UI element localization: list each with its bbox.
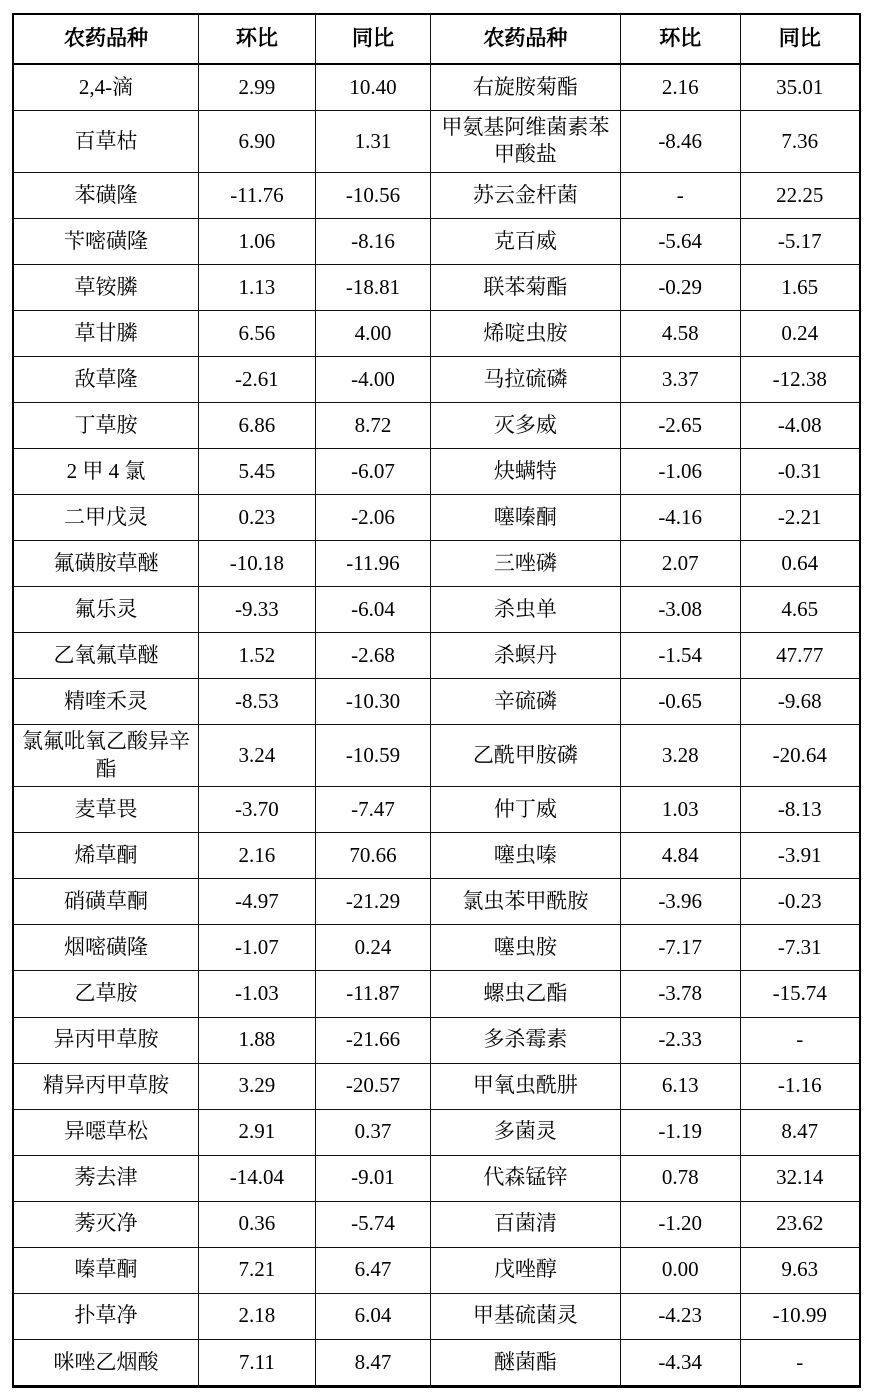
cell-mom-change: -14.04 (198, 1155, 315, 1201)
cell-mom-change: -4.34 (620, 1339, 740, 1386)
table-row (13, 172, 860, 218)
cell-mom-change: 7.11 (198, 1339, 315, 1386)
cell-mom-change: 0.78 (620, 1155, 740, 1201)
cell-mom-change: -5.64 (620, 218, 740, 264)
cell-mom-change: -3.70 (198, 787, 315, 833)
cell-mom-change: -0.65 (620, 679, 740, 725)
cell-pesticide-name: 乙草胺 (13, 971, 198, 1017)
cell-yoy-change: -2.68 (315, 633, 430, 679)
cell-pesticide-name: 烯啶虫胺 (431, 311, 621, 357)
cell-yoy-change: -10.59 (315, 725, 430, 787)
cell-pesticide-name: 杀螟丹 (431, 633, 621, 679)
table-row (13, 833, 860, 879)
cell-yoy-change: -6.07 (315, 449, 430, 495)
cell-mom-change: 4.84 (620, 833, 740, 879)
cell-pesticide-name: 硝磺草酮 (13, 879, 198, 925)
cell-mom-change: -4.23 (620, 1293, 740, 1339)
cell-mom-change: 5.45 (198, 449, 315, 495)
cell-pesticide-name: 氟乐灵 (13, 587, 198, 633)
cell-mom-change: 2.18 (198, 1293, 315, 1339)
cell-mom-change: -2.65 (620, 403, 740, 449)
cell-yoy-change: -1.16 (740, 1063, 860, 1109)
cell-yoy-change: 70.66 (315, 833, 430, 879)
table-row (13, 725, 860, 787)
cell-yoy-change: -8.16 (315, 218, 430, 264)
cell-pesticide-name: 甲氧虫酰肼 (431, 1063, 621, 1109)
cell-mom-change: 2.91 (198, 1109, 315, 1155)
table-row (13, 1063, 860, 1109)
cell-mom-change: 0.36 (198, 1201, 315, 1247)
cell-mom-change: -1.07 (198, 925, 315, 971)
cell-mom-change: 4.58 (620, 311, 740, 357)
cell-pesticide-name: 联苯菊酯 (431, 264, 621, 310)
cell-yoy-change: 47.77 (740, 633, 860, 679)
table-row (13, 311, 860, 357)
cell-mom-change: 1.52 (198, 633, 315, 679)
cell-yoy-change: 9.63 (740, 1247, 860, 1293)
table-row (13, 357, 860, 403)
cell-pesticide-name: 灭多威 (431, 403, 621, 449)
cell-mom-change: 0.00 (620, 1247, 740, 1293)
cell-pesticide-name: 嗪草酮 (13, 1247, 198, 1293)
cell-mom-change: 0.23 (198, 495, 315, 541)
cell-mom-change: 6.90 (198, 111, 315, 173)
cell-yoy-change: 7.36 (740, 111, 860, 173)
cell-yoy-change: 1.31 (315, 111, 430, 173)
table-row (13, 64, 860, 111)
cell-pesticide-name: 甲基硫菌灵 (431, 1293, 621, 1339)
cell-pesticide-name: 戊唑醇 (431, 1247, 621, 1293)
cell-pesticide-name: 噻虫嗪 (431, 833, 621, 879)
cell-mom-change: -11.76 (198, 172, 315, 218)
cell-mom-change: 1.06 (198, 218, 315, 264)
table-row (13, 971, 860, 1017)
cell-yoy-change: 8.47 (740, 1109, 860, 1155)
cell-yoy-change: -9.68 (740, 679, 860, 725)
table-row (13, 587, 860, 633)
table-body (13, 64, 860, 1387)
cell-yoy-change: -6.04 (315, 587, 430, 633)
cell-mom-change: -2.33 (620, 1017, 740, 1063)
cell-yoy-change: 8.72 (315, 403, 430, 449)
cell-yoy-change: -5.17 (740, 218, 860, 264)
cell-mom-change: -0.29 (620, 264, 740, 310)
cell-pesticide-name: 噻虫胺 (431, 925, 621, 971)
cell-yoy-change: -10.56 (315, 172, 430, 218)
cell-pesticide-name: 烯草酮 (13, 833, 198, 879)
cell-yoy-change: 32.14 (740, 1155, 860, 1201)
cell-yoy-change: 10.40 (315, 64, 430, 111)
cell-yoy-change: -11.96 (315, 541, 430, 587)
cell-pesticide-name: 百草枯 (13, 111, 198, 173)
header-pesticide-name: 农药品种 (13, 14, 198, 64)
cell-yoy-change: -2.21 (740, 495, 860, 541)
cell-mom-change: 6.86 (198, 403, 315, 449)
cell-mom-change: -1.06 (620, 449, 740, 495)
cell-pesticide-name: 螺虫乙酯 (431, 971, 621, 1017)
cell-mom-change: -4.16 (620, 495, 740, 541)
cell-mom-change: 3.29 (198, 1063, 315, 1109)
cell-mom-change: -1.03 (198, 971, 315, 1017)
cell-pesticide-name: 精异丙甲草胺 (13, 1063, 198, 1109)
table-row (13, 1247, 860, 1293)
table-row (13, 633, 860, 679)
cell-mom-change: -4.97 (198, 879, 315, 925)
cell-pesticide-name: 醚菌酯 (431, 1339, 621, 1386)
cell-mom-change: - (620, 172, 740, 218)
cell-pesticide-name: 异噁草松 (13, 1109, 198, 1155)
cell-pesticide-name: 2 甲 4 氯 (13, 449, 198, 495)
cell-yoy-change: -7.31 (740, 925, 860, 971)
table-header (13, 14, 860, 64)
cell-yoy-change: -20.64 (740, 725, 860, 787)
cell-yoy-change: 4.00 (315, 311, 430, 357)
cell-mom-change: -3.96 (620, 879, 740, 925)
cell-yoy-change: -3.91 (740, 833, 860, 879)
cell-mom-change: -10.18 (198, 541, 315, 587)
cell-yoy-change: 4.65 (740, 587, 860, 633)
cell-yoy-change: 0.24 (315, 925, 430, 971)
cell-mom-change: 2.16 (620, 64, 740, 111)
cell-yoy-change: -12.38 (740, 357, 860, 403)
cell-mom-change: 1.03 (620, 787, 740, 833)
cell-mom-change: -2.61 (198, 357, 315, 403)
cell-pesticide-name: 烟嘧磺隆 (13, 925, 198, 971)
cell-pesticide-name: 氟磺胺草醚 (13, 541, 198, 587)
cell-pesticide-name: 右旋胺菊酯 (431, 64, 621, 111)
cell-yoy-change: 0.24 (740, 311, 860, 357)
cell-pesticide-name: 草甘膦 (13, 311, 198, 357)
table-row (13, 1109, 860, 1155)
cell-mom-change: -8.46 (620, 111, 740, 173)
cell-pesticide-name: 丁草胺 (13, 403, 198, 449)
cell-yoy-change: -18.81 (315, 264, 430, 310)
cell-pesticide-name: 炔螨特 (431, 449, 621, 495)
cell-yoy-change: 35.01 (740, 64, 860, 111)
table-row (13, 879, 860, 925)
cell-pesticide-name: 氯氟吡氧乙酸异辛酯 (13, 725, 198, 787)
cell-pesticide-name: 乙氧氟草醚 (13, 633, 198, 679)
cell-yoy-change: 22.25 (740, 172, 860, 218)
table-row (13, 218, 860, 264)
cell-yoy-change: 23.62 (740, 1201, 860, 1247)
cell-yoy-change: -5.74 (315, 1201, 430, 1247)
cell-mom-change: -3.78 (620, 971, 740, 1017)
header-mom-change: 环比 (620, 14, 740, 64)
cell-mom-change: 7.21 (198, 1247, 315, 1293)
cell-pesticide-name: 异丙甲草胺 (13, 1017, 198, 1063)
table-row (13, 541, 860, 587)
pesticide-price-table (12, 13, 861, 1388)
cell-yoy-change: 8.47 (315, 1339, 430, 1386)
cell-mom-change: -1.20 (620, 1201, 740, 1247)
cell-yoy-change: -10.99 (740, 1293, 860, 1339)
cell-mom-change: -9.33 (198, 587, 315, 633)
cell-pesticide-name: 杀虫单 (431, 587, 621, 633)
cell-pesticide-name: 多杀霉素 (431, 1017, 621, 1063)
cell-yoy-change: -0.23 (740, 879, 860, 925)
cell-pesticide-name: 苏云金杆菌 (431, 172, 621, 218)
cell-yoy-change: -21.29 (315, 879, 430, 925)
cell-pesticide-name: 苄嘧磺隆 (13, 218, 198, 264)
cell-pesticide-name: 扑草净 (13, 1293, 198, 1339)
cell-pesticide-name: 麦草畏 (13, 787, 198, 833)
cell-yoy-change: -4.08 (740, 403, 860, 449)
header-yoy-change: 同比 (315, 14, 430, 64)
header-pesticide-name: 农药品种 (431, 14, 621, 64)
header-mom-change: 环比 (198, 14, 315, 64)
cell-mom-change: 1.13 (198, 264, 315, 310)
cell-mom-change: -1.19 (620, 1109, 740, 1155)
cell-pesticide-name: 百菌清 (431, 1201, 621, 1247)
cell-pesticide-name: 仲丁威 (431, 787, 621, 833)
table-row (13, 403, 860, 449)
cell-yoy-change: -4.00 (315, 357, 430, 403)
cell-mom-change: 1.88 (198, 1017, 315, 1063)
table-row (13, 1017, 860, 1063)
cell-pesticide-name: 莠灭净 (13, 1201, 198, 1247)
cell-pesticide-name: 克百威 (431, 218, 621, 264)
table-row (13, 111, 860, 173)
table-row (13, 264, 860, 310)
table-row (13, 787, 860, 833)
cell-pesticide-name: 草铵膦 (13, 264, 198, 310)
cell-yoy-change: 0.37 (315, 1109, 430, 1155)
cell-yoy-change: 6.04 (315, 1293, 430, 1339)
table-row (13, 495, 860, 541)
cell-mom-change: 2.99 (198, 64, 315, 111)
table-row (13, 679, 860, 725)
cell-mom-change: -8.53 (198, 679, 315, 725)
cell-pesticide-name: 2,4-滴 (13, 64, 198, 111)
cell-pesticide-name: 二甲戊灵 (13, 495, 198, 541)
cell-yoy-change: -10.30 (315, 679, 430, 725)
cell-mom-change: -1.54 (620, 633, 740, 679)
cell-pesticide-name: 甲氨基阿维菌素苯甲酸盐 (431, 111, 621, 173)
table-row (13, 925, 860, 971)
cell-yoy-change: -21.66 (315, 1017, 430, 1063)
cell-pesticide-name: 敌草隆 (13, 357, 198, 403)
table-row (13, 1155, 860, 1201)
cell-mom-change: -3.08 (620, 587, 740, 633)
cell-mom-change: 6.56 (198, 311, 315, 357)
cell-mom-change: 3.37 (620, 357, 740, 403)
cell-yoy-change: -0.31 (740, 449, 860, 495)
cell-pesticide-name: 马拉硫磷 (431, 357, 621, 403)
header-row (13, 14, 860, 64)
cell-yoy-change: -9.01 (315, 1155, 430, 1201)
cell-mom-change: 2.16 (198, 833, 315, 879)
cell-yoy-change: -8.13 (740, 787, 860, 833)
cell-yoy-change: -15.74 (740, 971, 860, 1017)
cell-pesticide-name: 咪唑乙烟酸 (13, 1339, 198, 1386)
cell-pesticide-name: 莠去津 (13, 1155, 198, 1201)
table-row (13, 1339, 860, 1386)
cell-yoy-change: - (740, 1339, 860, 1386)
cell-pesticide-name: 苯磺隆 (13, 172, 198, 218)
cell-mom-change: 2.07 (620, 541, 740, 587)
table-row (13, 1293, 860, 1339)
cell-mom-change: 6.13 (620, 1063, 740, 1109)
cell-mom-change: 3.24 (198, 725, 315, 787)
cell-yoy-change: 1.65 (740, 264, 860, 310)
cell-yoy-change: -20.57 (315, 1063, 430, 1109)
cell-pesticide-name: 多菌灵 (431, 1109, 621, 1155)
cell-mom-change: 3.28 (620, 725, 740, 787)
table-row (13, 1201, 860, 1247)
cell-yoy-change: -11.87 (315, 971, 430, 1017)
cell-yoy-change: 6.47 (315, 1247, 430, 1293)
cell-yoy-change: -7.47 (315, 787, 430, 833)
cell-pesticide-name: 氯虫苯甲酰胺 (431, 879, 621, 925)
cell-yoy-change: -2.06 (315, 495, 430, 541)
cell-yoy-change: 0.64 (740, 541, 860, 587)
cell-mom-change: -7.17 (620, 925, 740, 971)
cell-pesticide-name: 噻嗪酮 (431, 495, 621, 541)
header-yoy-change: 同比 (740, 14, 860, 64)
table-row (13, 449, 860, 495)
cell-pesticide-name: 三唑磷 (431, 541, 621, 587)
cell-pesticide-name: 代森锰锌 (431, 1155, 621, 1201)
cell-pesticide-name: 乙酰甲胺磷 (431, 725, 621, 787)
cell-yoy-change: - (740, 1017, 860, 1063)
cell-pesticide-name: 辛硫磷 (431, 679, 621, 725)
cell-pesticide-name: 精喹禾灵 (13, 679, 198, 725)
